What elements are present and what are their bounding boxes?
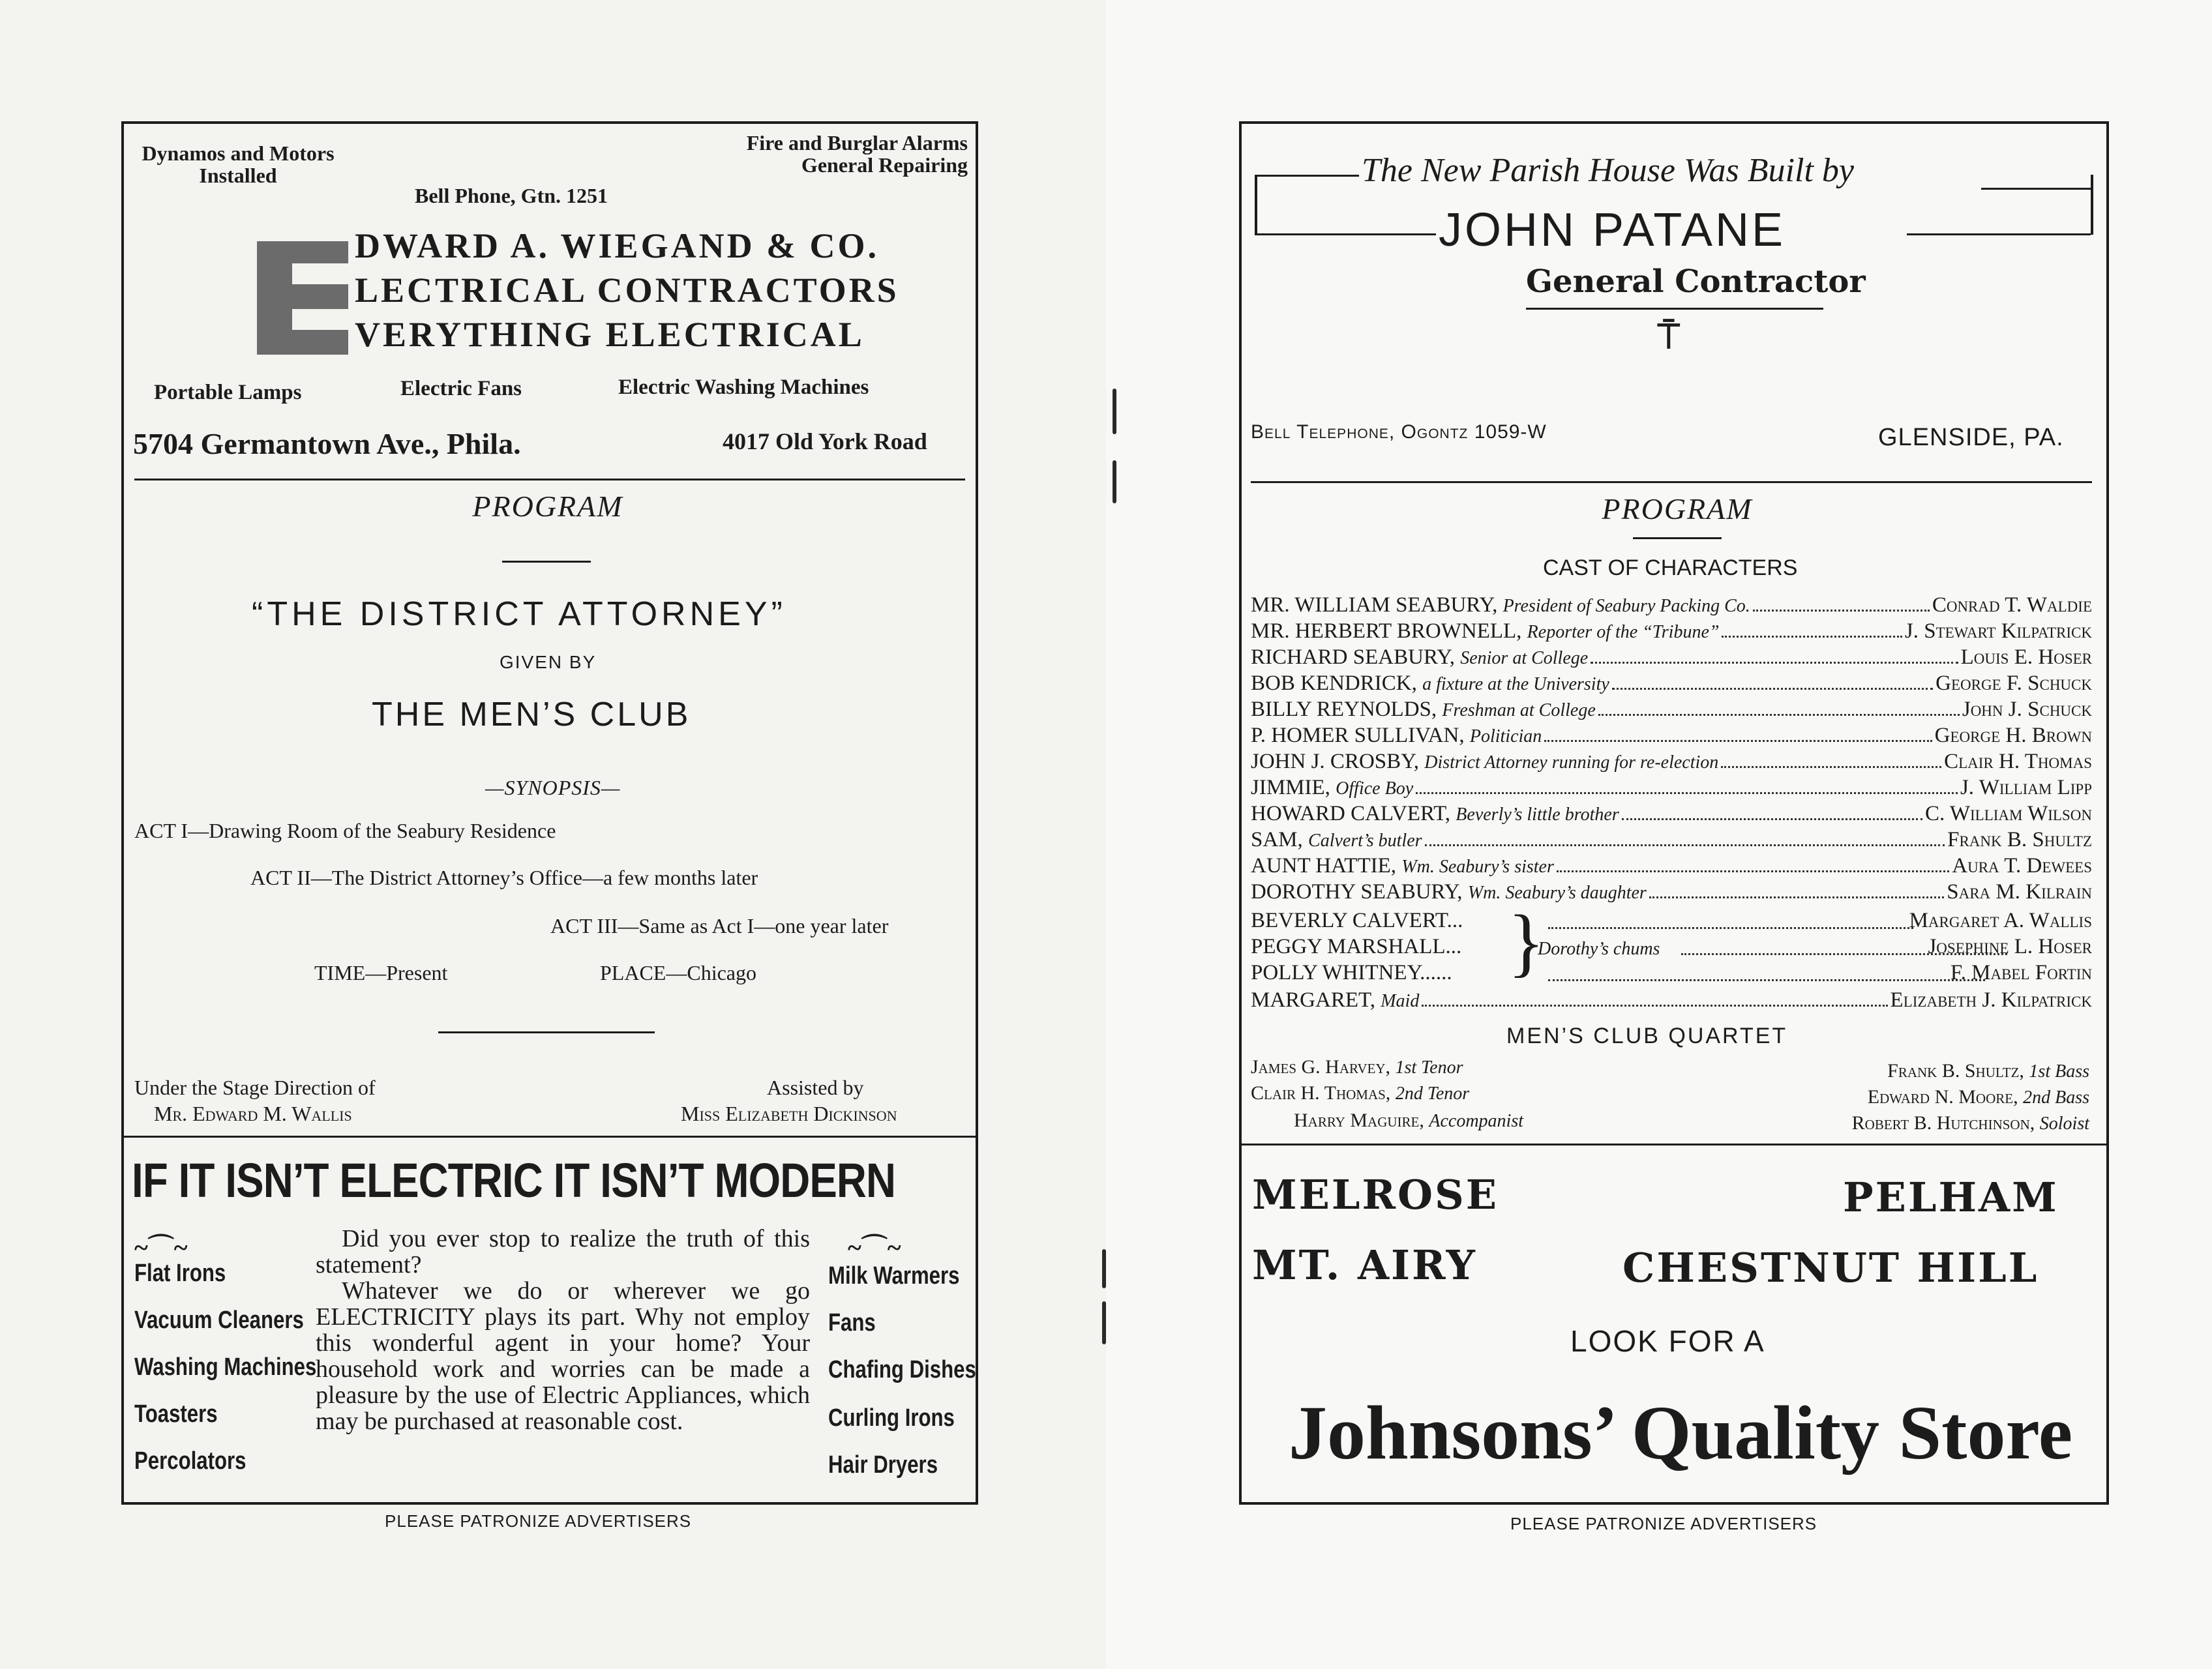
appliance-item: Curling Irons	[828, 1404, 955, 1432]
member-part: Soloist	[2039, 1114, 2089, 1134]
chum-actor: F. Mabel Fortin	[1950, 961, 2092, 984]
town-name: MT. AIRY	[1252, 1241, 1477, 1289]
quartet-heading: MEN’S CLUB QUARTET	[1506, 1024, 1788, 1048]
built-by-line: The New Parish House Was Built by	[1362, 152, 1854, 189]
cast-row	[1251, 593, 2092, 619]
product-item: Electric Fans	[400, 377, 522, 400]
cast-actor: Aura T. Dewees	[1952, 854, 2092, 878]
appliance-item: Vacuum Cleaners	[134, 1307, 304, 1334]
cast-dots	[1416, 792, 1958, 794]
cast-role: AUNT HATTIE,	[1251, 854, 1397, 878]
act-line: ACT I—Drawing Room of the Seabury Residence	[134, 819, 556, 842]
act-line: ACT II—The District Attorney’s Office—a few months later	[250, 866, 758, 889]
member-part: 2nd Tenor	[1395, 1084, 1470, 1104]
chum-role: BEVERLY CALVERT...	[1251, 909, 1463, 932]
cast-actor: Louis E. Hoser	[1960, 645, 2092, 669]
cast-dots	[1598, 714, 1960, 716]
cast-dots	[1557, 870, 1949, 872]
cast-role: SAM,	[1251, 828, 1303, 851]
assistant-name: Miss Elizabeth Dickinson	[681, 1102, 897, 1125]
cast-desc: Wm. Seabury’s daughter	[1467, 883, 1647, 903]
appliance-item: Milk Warmers	[828, 1262, 960, 1290]
brace-icon: }	[1508, 899, 1545, 984]
appliance-item: Hair Dryers	[828, 1451, 938, 1479]
spine-mark	[1102, 1301, 1106, 1344]
appliance-item: Flat Irons	[134, 1260, 226, 1287]
footer-note: PLEASE PATRONIZE ADVERTISERS	[385, 1511, 692, 1531]
quartet-member	[1887, 1060, 2089, 1082]
cast-row	[1251, 828, 2092, 854]
look-for-text: LOOK FOR A	[1570, 1324, 1765, 1358]
member-part: 1st Tenor	[1395, 1057, 1463, 1078]
chums-group	[1251, 899, 2092, 991]
cast-desc: Freshman at College	[1442, 700, 1596, 720]
phone-number: Bell Telephone, Ogontz 1059-W	[1251, 421, 1547, 443]
spine-mark	[1102, 1249, 1106, 1288]
divider	[1242, 1144, 2106, 1145]
appliance-item: Chafing Dishes	[828, 1356, 976, 1383]
cast-desc: Maid	[1381, 991, 1420, 1011]
cast-desc: Calvert’s butler	[1308, 831, 1422, 851]
company-tagline: VERYTHING ELECTRICAL	[355, 315, 865, 354]
cast-role: JIMMIE,	[1251, 776, 1330, 799]
cast-desc: Office Boy	[1336, 778, 1414, 799]
chums-dots	[1548, 979, 1985, 981]
divider	[134, 479, 965, 480]
cast-desc: Beverly’s little brother	[1456, 805, 1619, 825]
spine-mark	[1113, 389, 1116, 434]
member-name: Harry Maguire,	[1294, 1110, 1424, 1131]
company-tagline: LECTRICAL CONTRACTORS	[355, 271, 899, 310]
member-part: 1st Bass	[2029, 1061, 2089, 1082]
ad-text-line: Installed	[199, 164, 277, 187]
cast-desc: Wm. Seabury’s sister	[1401, 857, 1554, 877]
cast-row	[1251, 698, 2092, 724]
time-setting: TIME—Present	[314, 961, 448, 984]
quartet-member	[1868, 1086, 2089, 1108]
ad-text-line: Dynamos and Motors	[142, 141, 335, 165]
ad-text-line: Fire and Burglar Alarms	[746, 131, 968, 155]
cast-row	[1251, 802, 2092, 828]
address-main: 5704 Germantown Ave., Phila.	[133, 427, 521, 460]
divider	[502, 561, 591, 563]
town-name: PELHAM	[1843, 1174, 2059, 1221]
divider	[1526, 308, 1823, 310]
cast-row	[1251, 724, 2092, 750]
direction-label: Under the Stage Direction of	[134, 1076, 376, 1099]
cast-row	[1251, 672, 2092, 698]
location: GLENSIDE, PA.	[1878, 424, 2064, 451]
member-name: Clair H. Thomas,	[1251, 1082, 1391, 1104]
cast-desc: Senior at College	[1460, 648, 1589, 668]
swash-ornament: ~⌒~	[134, 1233, 188, 1262]
big-e-logo	[257, 241, 348, 355]
ad-paragraph-line: Whatever we do or wherever we go ELECTRICITY plays its part. Why not employ this wonderful agent in your home? Your household work and worries can be made a pleasure by the use of Electric Appliances, which may be purchased at reasonable cost.	[316, 1277, 810, 1435]
cast-dots	[1591, 662, 1958, 664]
cast-role: DOROTHY SEABURY,	[1251, 880, 1463, 904]
presenter-name: THE MEN’S CLUB	[372, 696, 691, 733]
cast-dots	[1612, 688, 1933, 690]
swash-ornament: ~⌒~	[848, 1233, 901, 1262]
cast-row	[1251, 750, 2092, 776]
cast-desc: District Attorney running for re-election	[1424, 752, 1719, 773]
ornament-icon: ⍑	[1658, 316, 1680, 357]
cast-actor: John J. Schuck	[1962, 698, 2092, 721]
divider	[1633, 537, 1722, 539]
bracket-line	[1255, 233, 1436, 235]
address-alt: 4017 Old York Road	[723, 428, 927, 454]
appliance-item: Washing Machines	[134, 1353, 317, 1381]
cast-row	[1251, 854, 2092, 880]
cast-row	[1251, 645, 2092, 672]
phone-number: Bell Phone, Gtn. 1251	[415, 184, 608, 207]
cast-dots	[1422, 1005, 1887, 1007]
cast-dots	[1544, 740, 1932, 742]
divider	[124, 1136, 976, 1138]
appliance-item: Fans	[828, 1309, 876, 1337]
bracket-line	[1981, 188, 2091, 190]
cast-actor: Clair H. Thomas	[1944, 750, 2092, 773]
cast-role: MR. WILLIAM SEABURY,	[1251, 593, 1498, 617]
cast-desc: President of Seabury Packing Co.	[1502, 596, 1750, 616]
cast-actor: Sara M. Kilrain	[1947, 880, 2092, 904]
play-title: “THE DISTRICT ATTORNEY”	[252, 595, 786, 633]
cast-actor: C. William Wilson	[1924, 802, 2092, 825]
cast-dots	[1721, 766, 1941, 768]
company-name: DWARD A. WIEGAND & CO.	[355, 226, 880, 265]
member-part: Accompanist	[1429, 1111, 1523, 1131]
ad-headline: IF IT ISN’T ELECTRIC IT ISN’T MODERN	[132, 1153, 896, 1207]
cast-actor: Frank B. Shultz	[1947, 828, 2092, 851]
cast-desc: a fixture at the University	[1422, 674, 1609, 694]
divider	[1251, 481, 2092, 483]
cast-role: BILLY REYNOLDS,	[1251, 698, 1437, 721]
ad-paragraph-line: Did you ever stop to realize the truth of this statement?	[316, 1225, 810, 1278]
member-name: James G. Harvey,	[1251, 1056, 1390, 1078]
quartet-member	[1852, 1112, 2089, 1134]
synopsis-heading: —SYNOPSIS—	[485, 776, 621, 799]
member-part: 2nd Bass	[2023, 1087, 2089, 1108]
member-name: Frank B. Shultz,	[1887, 1060, 2024, 1082]
program-heading: PROGRAM	[1602, 492, 1753, 525]
bracket-line	[1255, 175, 1359, 177]
contractor-name: JOHN PATANE	[1439, 204, 1786, 256]
chum-actor: Margaret A. Wallis	[1909, 909, 2092, 932]
cast-row	[1251, 880, 2092, 906]
member-name: Edward N. Moore,	[1867, 1086, 2018, 1108]
cast-role: JOHN J. CROSBY,	[1251, 750, 1419, 773]
act-line: ACT III—Same as Act I—one year later	[550, 914, 889, 938]
cast-actor: Conrad T. Waldie	[1932, 593, 2092, 617]
quartet-member	[1251, 1056, 1463, 1078]
cast-dots	[1622, 818, 1922, 820]
store-name: Johnsons’ Quality Store	[1289, 1390, 2073, 1475]
cast-dots	[1722, 636, 1902, 638]
given-by: GIVEN BY	[500, 652, 597, 672]
appliance-item: Toasters	[134, 1400, 218, 1428]
cast-role: P. HOMER SULLIVAN,	[1251, 724, 1465, 747]
town-name: MELROSE	[1252, 1171, 1499, 1219]
cast-actor: J. Stewart Kilpatrick	[1904, 619, 2092, 643]
cast-actor: Elizabeth J. Kilpatrick	[1890, 988, 2092, 1012]
program-heading: PROGRAM	[472, 490, 623, 523]
cast-desc: Reporter of the “Tribune”	[1527, 622, 1720, 642]
divider	[438, 1031, 655, 1033]
cast-dots	[1425, 844, 1945, 846]
cast-desc: Politician	[1469, 726, 1542, 746]
assist-label: Assisted by	[767, 1076, 864, 1099]
ad-alarms	[665, 132, 968, 176]
footer-note: PLEASE PATRONIZE ADVERTISERS	[1510, 1514, 1817, 1533]
cast-role: RICHARD SEABURY,	[1251, 645, 1455, 669]
quartet-member	[1251, 1082, 1469, 1104]
cast-role: BOB KENDRICK,	[1251, 672, 1417, 695]
cast-row	[1251, 619, 2092, 645]
appliance-item: Percolators	[134, 1447, 247, 1475]
cast-actor: George H. Brown	[1934, 724, 2092, 747]
cast-dots	[1649, 896, 1944, 898]
bracket-line	[1907, 233, 2091, 235]
chum-actor: Josephine L. Hoser	[1928, 935, 2092, 958]
cast-dots	[1753, 610, 1930, 612]
ad-paragraph	[316, 1226, 810, 1434]
product-item: Electric Washing Machines	[618, 376, 869, 399]
cast-actor: George F. Schuck	[1936, 672, 2092, 695]
cast-role: MR. HERBERT BROWNELL,	[1251, 619, 1522, 643]
member-name: Robert B. Hutchinson,	[1851, 1112, 2035, 1134]
ad-dynamos	[130, 142, 346, 186]
chums-dots	[1548, 927, 1913, 929]
contractor-title: General Contractor	[1526, 263, 1866, 300]
ad-text-line: General Repairing	[801, 153, 968, 177]
chum-role: PEGGY MARSHALL...	[1251, 935, 1462, 958]
town-name: CHESTNUT HILL	[1622, 1244, 2039, 1292]
director-name: Mr. Edward M. Wallis	[154, 1102, 352, 1125]
product-item: Portable Lamps	[154, 381, 302, 404]
spine-mark	[1113, 460, 1116, 503]
cast-role: MARGARET,	[1251, 988, 1375, 1012]
cast-row	[1251, 988, 2092, 1014]
cast-heading: CAST OF CHARACTERS	[1543, 555, 1798, 580]
quartet-member	[1294, 1110, 1523, 1132]
cast-actor: J. William Lipp	[1960, 776, 2092, 799]
cast-row	[1251, 776, 2092, 802]
chum-role: POLLY WHITNEY......	[1251, 961, 1452, 984]
cast-role: HOWARD CALVERT,	[1251, 802, 1451, 825]
place-setting: PLACE—Chicago	[600, 961, 756, 984]
chums-desc: Dorothy’s chums	[1538, 939, 1660, 959]
